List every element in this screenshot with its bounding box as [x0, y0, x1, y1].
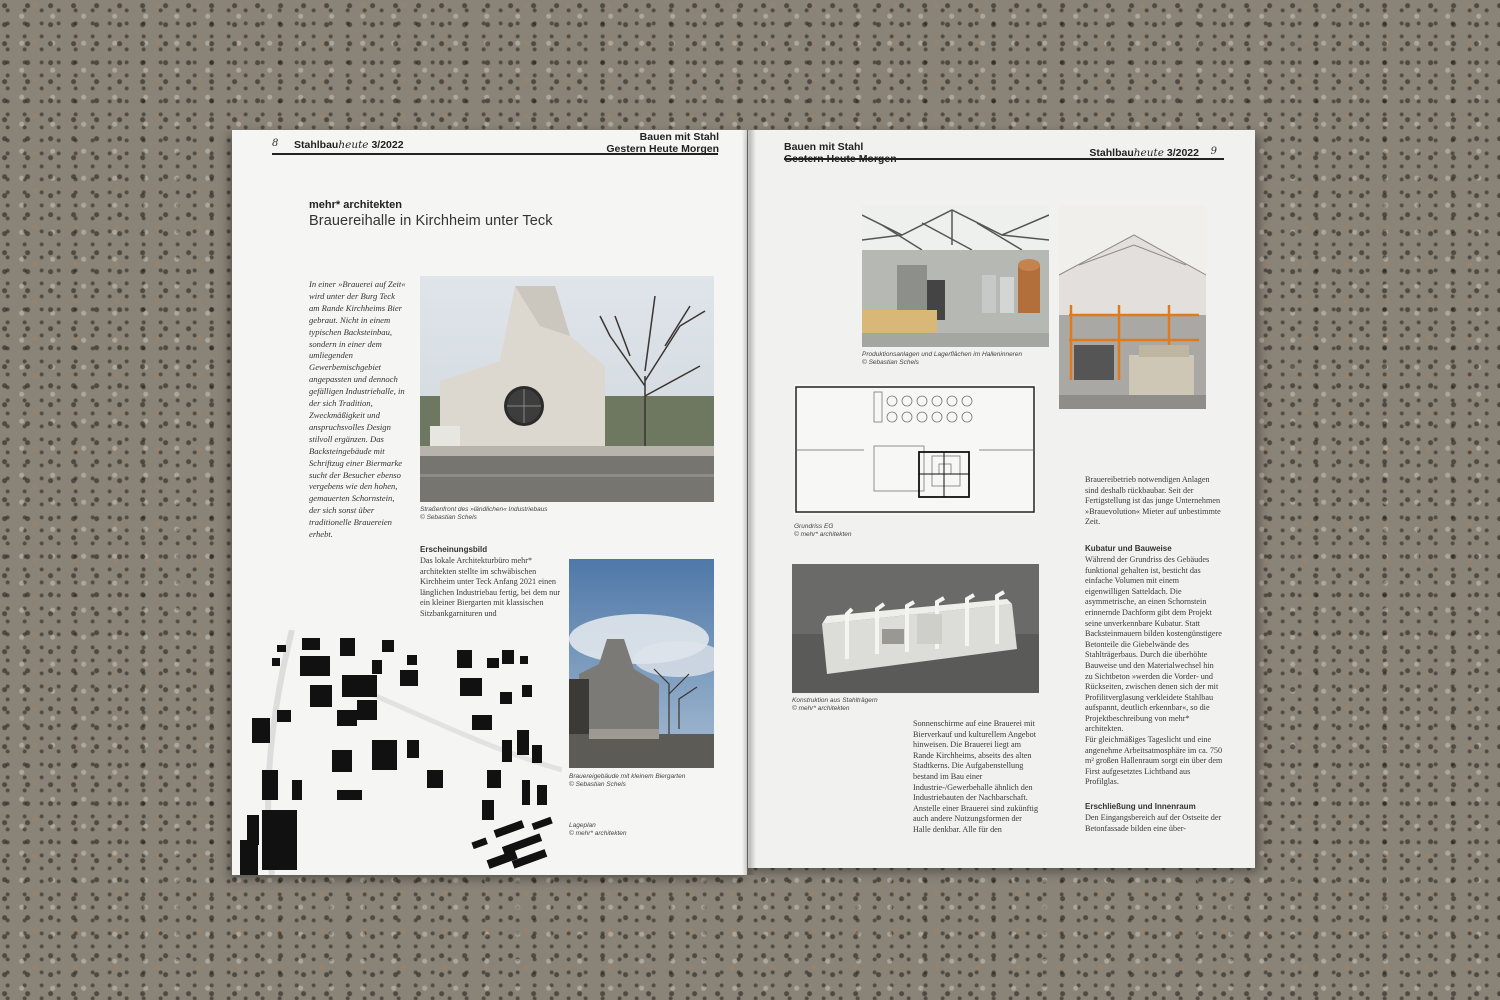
section-line-2: Gestern Heute Morgen: [784, 153, 897, 165]
photo-caption-2: [569, 773, 685, 789]
beer-garden-photo: [569, 559, 714, 768]
interior-photo-2: [1059, 205, 1206, 409]
magazine-brand: [294, 139, 404, 151]
caption-text: Grundriss EG: [794, 523, 834, 530]
article-intro: In einer »Brauerei auf Zeit« wird unter der Burg Teck am Rande Kirchheims Bier gebraut. Nicht in einem typischen Backsteinbau, sondern in einer dem umliegenden Gewerbemischgebiet angepassten und dennoch gefälligen Industriehalle, in der sich Tradition, Zweckmäßigkeit und anspruchsvolles Design stilvoll ergänzen. Das Backsteingebäude mit Schriftzug einer Biermarke sucht der Besucher ebenso vergebens wie den hohen, gemauerten Schornstein, der sich sonst über traditionelle Brauereien erhebt.: [309, 279, 406, 540]
floor-plan-caption: [794, 523, 852, 539]
section-label: [606, 131, 719, 155]
section-line-1: Bauen mit Stahl: [639, 131, 719, 143]
caption-credit: © Sebastian Schels: [569, 781, 626, 788]
article-kicker: mehr* architekten: [309, 199, 402, 211]
section-subhead: Erscheinungsbild: [420, 545, 488, 554]
brand-main: Stahlbau: [1089, 147, 1134, 159]
caption-text: Konstruktion aus Stahlträgern: [792, 697, 878, 704]
section-line-1: Bauen mit Stahl: [784, 141, 864, 153]
interior-caption: [862, 351, 1022, 367]
magazine-brand: [1089, 147, 1199, 159]
body-text: Den Eingangsbereich auf der Ostseite der Betonfassade bilden eine über-: [1085, 813, 1222, 833]
body-column-right: [1085, 475, 1223, 834]
floor-plan: [794, 384, 1036, 515]
body-text: Das lokale Architekturbüro mehr* architekten stellte im schwäbischen Kirchheim unter Teck Anfang 2021 einen länglichen Industriebau fertig, bei dem nur ein kleiner Biergarten mit klassischen Sitzbankgarnituren und: [420, 556, 561, 618]
caption-credit: © mehr* architekten: [569, 830, 627, 837]
brand-main: Stahlbau: [294, 139, 339, 151]
street-front-photo: [420, 276, 714, 502]
brand-script: heute: [338, 139, 369, 151]
interior-photo-1: [862, 205, 1049, 347]
caption-credit: © mehr* architekten: [792, 705, 850, 712]
body-text: Für gleichmäßiges Tageslicht und eine angenehme Arbeitsatmosphäre im ca. 750 m² großen Hallenraum sorgt ein über dem First aufgesetztes Lichtband aus Profilglas.: [1085, 735, 1223, 787]
section-line-2: Gestern Heute Morgen: [606, 143, 719, 155]
caption-text: Brauereigebäude mit kleinem Biergarten: [569, 773, 686, 780]
section-subhead: Erschließung und Innenraum: [1085, 802, 1196, 812]
brand-script: heute: [1133, 147, 1164, 159]
page-number: 9: [1210, 146, 1217, 157]
site-plan: [232, 630, 562, 875]
caption-credit: © mehr* architekten: [794, 531, 852, 538]
model-caption: [792, 697, 878, 713]
caption-credit: © Sebastian Schels: [420, 514, 477, 521]
left-page: [232, 130, 747, 875]
site-plan-caption: [569, 822, 627, 838]
caption-text: Straßenfront des »ländlichen« Industriebaus: [420, 506, 548, 513]
body-text: Brauereibetrieb notwendigen Anlagen sind deshalb rückbaubar. Seit der Fertigstellung ist das junge Unternehmen »Brauevolution« Mieter auf unbestimmte Zeit.: [1085, 475, 1221, 527]
right-page: [748, 130, 1255, 868]
caption-text: Produktionsanlagen und Lagerflächen im Halleninneren: [862, 351, 1023, 358]
caption-credit: © Sebastian Schels: [862, 359, 919, 366]
section-label: [784, 141, 897, 165]
body-text-middle: Sonnenschirme auf eine Brauerei mit Bierverkauf und kulturellem Angebot hinweisen. Die Brauerei liegt am Rande Kirchheims, abseits des alten Stadtkerns. Die Aufgabenstellung bestand im Bau einer Industrie-/Gewerbehalle ähnlich den Industriebauten der Nachbarschaft. Anstelle einer Brauerei sind zukünftig auch andere Nutzungsformen der Halle denkbar. Alle für den: [913, 719, 1039, 834]
body-text: Während der Grundriss des Gebäudes funktional gehalten ist, besticht das einfache Volumen mit einem eigenwilligen Satteldach. Die asymmetrische, an einen Schornstein erinnernde Dachform gibt dem Projekt seine unverkennbare Kubatur. Statt Backsteinmauern bilden kostengünstigere Betonteile die Giebelwände des Stahlträgerbaus. Durch die überhöhte Bauweise und den Materialwechsel hin zu Sichtbeton »werden die Vorder- und Rückseiten, zwischen denen sich der mit Profilitverglasung verkleidete Stahlbau aufspannt, deutlich erkennbar«, so die Projektbeschreibung von mehr* architekten.: [1085, 554, 1222, 734]
photo-caption-1: [420, 506, 548, 522]
page-number: 8: [272, 138, 279, 149]
caption-text: Lageplan: [569, 822, 596, 829]
article-title: Brauereihalle in Kirchheim unter Teck: [309, 213, 553, 229]
section-subhead: Kubatur und Bauweise: [1085, 543, 1172, 553]
steel-model-photo: [792, 564, 1039, 693]
issue-number: 3/2022: [371, 139, 404, 151]
issue-number: 3/2022: [1166, 147, 1199, 159]
